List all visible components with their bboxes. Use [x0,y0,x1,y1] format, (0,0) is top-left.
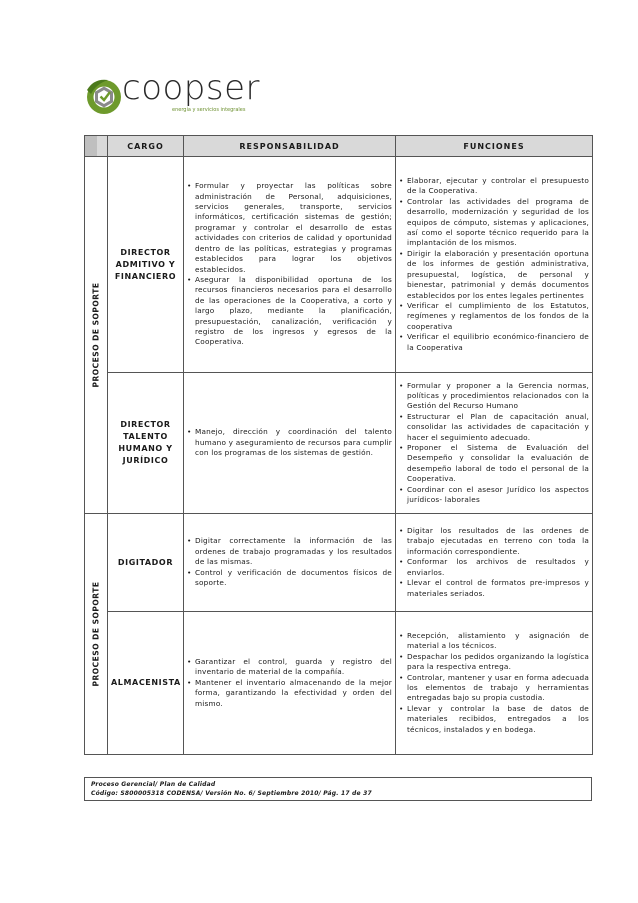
table-row [85,514,593,612]
table-row [85,373,593,514]
header-blank-cell [85,136,108,157]
table-row [85,612,593,755]
list-item: • Formular y proyectar las políticas sobre administración de Personal, adquisiciones, servicios generales, transporte, servicios informáticos, certificación sistemas de gestión; programar y controlar el desarrollo de estas actividades con criterios de calidad y oportunidad dentro de las políticas, estrategias y programas establecidos para lograr los objetivos establecidos. [186,181,392,275]
list-item: • Conformar los archivos de resultados y enviarlos. [398,557,589,578]
table-row [85,157,593,373]
funciones-cell [396,373,593,514]
list-item: • Dirigir la elaboración y presentación oportuna de los informes de gestión administrativa, presupuestal, logística, de personal y bienestar, patrimonial y demás documentos establecidos por los entes legales pertinentes [398,249,589,301]
logo-tagline: energía y servicios integrales [172,107,246,113]
list-item: • Proponer el Sistema de Evaluación del Desempeño y consolidar la evaluación de desempeño laboral de todo el personal de la Cooperativa. [398,443,589,485]
list-item: • Controlar, mantener y usar en forma adecuada los elementos de trabajo y herramientas entregadas bajo su propia custodia. [398,673,589,704]
list-item: • Despachar los pedidos organizando la logística para la respectiva entrega. [398,652,589,673]
process-label: PROCESO DE SOPORTE [91,282,101,388]
funciones-cell [396,157,593,373]
list-item: • Estructurar el Plan de capacitación anual, consolidar las actividades de capacitación y hacer el seguimiento adecuado. [398,412,589,443]
list-item: • Coordinar con el asesor Jurídico los aspectos jurídicos- laborales [398,485,589,506]
list-item: • Llevar el control de formatos pre-impresos y materiales seriados. [398,578,589,599]
company-logo [84,68,260,122]
header-funciones: FUNCIONES [396,136,593,157]
responsabilidad-cell [184,157,396,373]
responsabilidad-cell [184,373,396,514]
responsabilidad-cell [184,514,396,612]
funciones-cell [396,514,593,612]
process-label: PROCESO DE SOPORTE [91,581,101,687]
list-item: • Verificar el cumplimiento de los Estatutos, regímenes y reglamentos de los fondos de la cooperativa [398,301,589,332]
process-label-cell [85,514,108,755]
list-item: • Digitar los resultados de las ordenes de trabajo ejecutadas en terreno con toda la información correspondiente. [398,526,589,557]
cargo-cell: DIGITADOR [108,514,184,612]
list-item: • Mantener el inventario almacenando de la mejor forma, garantizando la efectividad y orden del mismo. [186,678,392,709]
table-header-row [85,136,593,157]
footer-line-2: Código: S800005318 CODENSA/ Versión No. 6/ Septiembre 2010/ Pág. 17 de 37 [91,790,372,797]
list-item: • Elaborar, ejecutar y controlar el presupuesto de la Cooperativa. [398,176,589,197]
list-item: • Garantizar el control, guarda y registro del inventario de material de la compañía. [186,657,392,678]
cargo-cell: ALMACENISTA [108,612,184,755]
list-item: • Control y verificación de documentos físicos de soporte. [186,568,392,589]
process-label-cell [85,157,108,514]
responsabilidad-cell [184,612,396,755]
coopser-emblem-icon [84,76,124,118]
list-item: • Verificar el equilibrio económico-financiero de la Cooperativa [398,332,589,353]
list-item: • Controlar las actividades del programa de desarrollo, modernización y seguridad de los equipos de cómputo, sistemas y aplicaciones, así como el soporte técnico requerido para la implantación de los mismos. [398,197,589,249]
header-cargo: CARGO [108,136,184,157]
page-footer [84,777,592,801]
list-item: • Recepción, alistamiento y asignación de material a los técnicos. [398,631,589,652]
list-item: • Asegurar la disponibilidad oportuna de los recursos financieros necesarios para el desarrollo de las operaciones de la Cooperativa, a corto y largo plazo, mediante la planificación, presupuestación, canalización, verificación y registro de los ingresos y egresos de la Cooperativa. [186,275,392,348]
header-responsabilidad: RESPONSABILIDAD [184,136,396,157]
logo-wordmark: coopser [122,68,260,108]
list-item: • Llevar y controlar la base de datos de materiales recibidos, entregados a los técnicos, instalados y en bodega. [398,704,589,735]
cargo-cell: DIRECTOR ADMITIVO Y FINANCIERO [108,157,184,373]
list-item: • Manejo, dirección y coordinación del talento humano y aseguramiento de recursos para cumplir con los programas de los sistemas de gestión. [186,427,392,458]
footer-line-1: Proceso Gerencial/ Plan de Calidad [91,781,216,788]
cargo-cell: DIRECTOR TALENTO HUMANO Y JURÍDICO [108,373,184,514]
list-item: • Digitar correctamente la información de las ordenes de trabajo programadas y los resultados de las mismas. [186,536,392,567]
funciones-cell [396,612,593,755]
list-item: • Formular y proponer a la Gerencia normas, políticas y procedimientos relacionados con la Gestión del Recurso Humano [398,381,589,412]
roles-table [84,135,593,755]
